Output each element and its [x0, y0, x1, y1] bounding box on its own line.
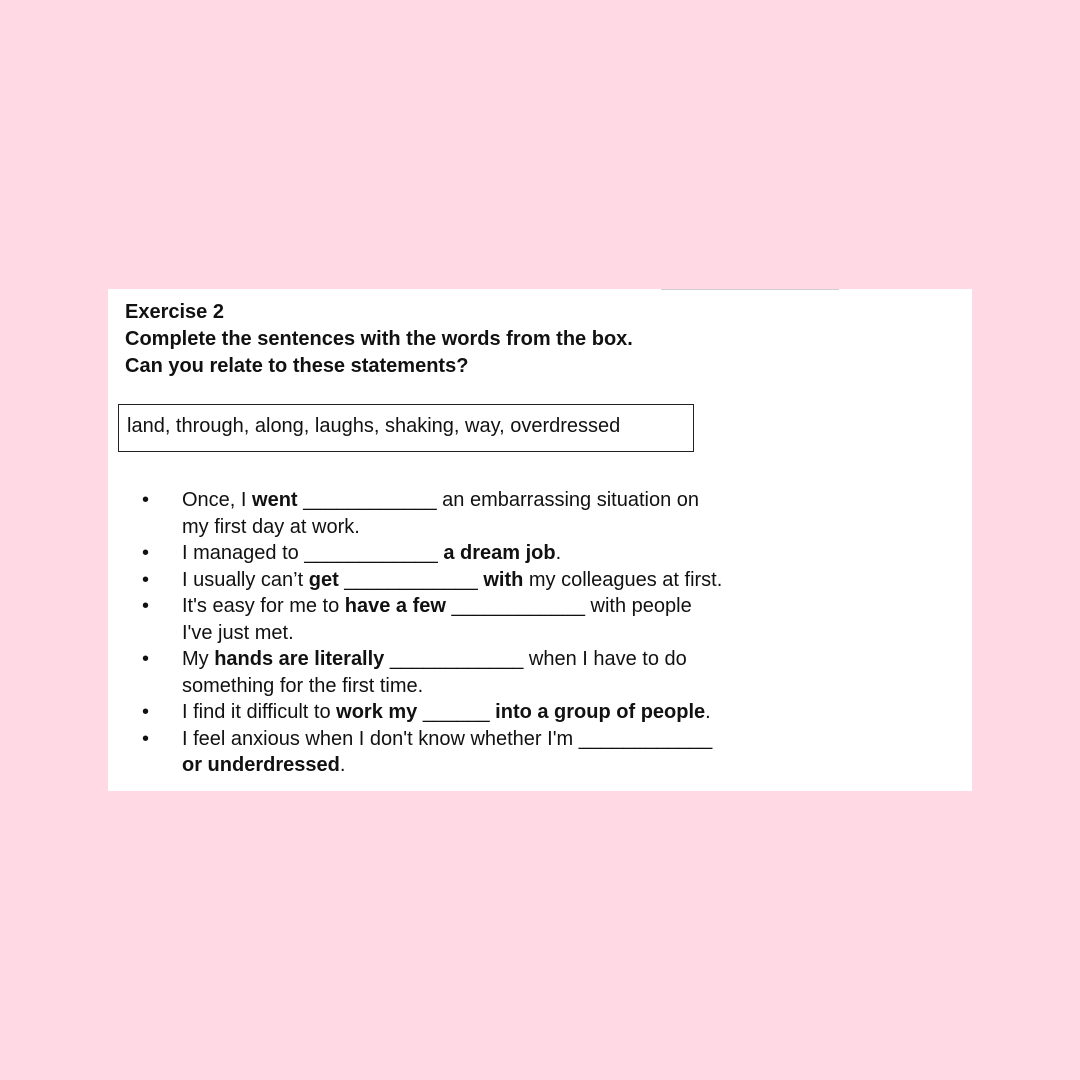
sentence-text: ____________ with people: [445, 595, 692, 617]
sentence-list: [142, 487, 722, 779]
sentence-text: .: [339, 754, 346, 776]
sentence-item: [142, 540, 722, 567]
sentence-text: .: [555, 542, 562, 564]
sentence-text: Once, I: [182, 489, 253, 511]
bold-phrase: went: [252, 489, 298, 511]
sentence-text: It's easy for me to: [182, 595, 345, 617]
bullet-icon: •: [142, 489, 150, 511]
sentence-text: something for the first time.: [182, 674, 424, 697]
exercise-instruction-2: Can you relate to these statements?: [125, 355, 469, 377]
bullet-icon: •: [142, 701, 150, 723]
bold-phrase: into a group of people: [495, 701, 706, 723]
bullet-icon: •: [142, 727, 150, 750]
sentence-item: [142, 646, 722, 699]
exercise-title: Exercise 2: [125, 301, 224, 323]
bullet-icon: •: [142, 568, 150, 591]
sentence-item: [142, 487, 722, 540]
sentence-text: I feel anxious when I don't know whether I'm ____________: [182, 727, 713, 750]
bold-phrase: have a few: [344, 595, 446, 617]
sentence-text: ____________ when I have to do: [384, 648, 687, 670]
sentence-text: I usually can’t: [182, 568, 309, 591]
sentence-item: [142, 567, 722, 594]
sentence-text: My: [182, 648, 215, 670]
sentence-text: my first day at work.: [182, 515, 360, 538]
bold-phrase: or underdressed: [182, 754, 340, 776]
sentence-item: [142, 726, 722, 779]
bold-phrase: work my: [336, 701, 418, 723]
sentence-text: I find it difficult to: [182, 701, 337, 723]
sentence-text: ______: [417, 701, 496, 723]
exercise-card: [108, 289, 972, 791]
bullet-icon: •: [142, 648, 150, 670]
sentence-text: ____________: [338, 568, 484, 591]
sentence-text: ____________ an embarrassing situation on: [297, 489, 699, 511]
sentence-text: my colleagues at first.: [523, 568, 723, 591]
sentence-text: I managed to ____________: [182, 542, 444, 564]
sentence-text: I've just met.: [182, 621, 294, 644]
exercise-heading: [125, 299, 633, 380]
sentence-text: .: [705, 701, 711, 723]
bold-phrase: a dream job: [443, 542, 556, 564]
exercise-instruction-1: Complete the sentences with the words from the box.: [125, 328, 633, 350]
bold-phrase: with: [483, 568, 524, 591]
bold-phrase: get: [308, 568, 339, 591]
word-box: land, through, along, laughs, shaking, way, overdressed: [118, 404, 694, 452]
top-rule-divider: [661, 289, 839, 290]
bullet-icon: •: [142, 542, 150, 564]
bullet-icon: •: [142, 595, 150, 617]
bold-phrase: hands are literally: [214, 648, 385, 670]
sentence-item: [142, 699, 722, 726]
sentence-item: [142, 593, 722, 646]
